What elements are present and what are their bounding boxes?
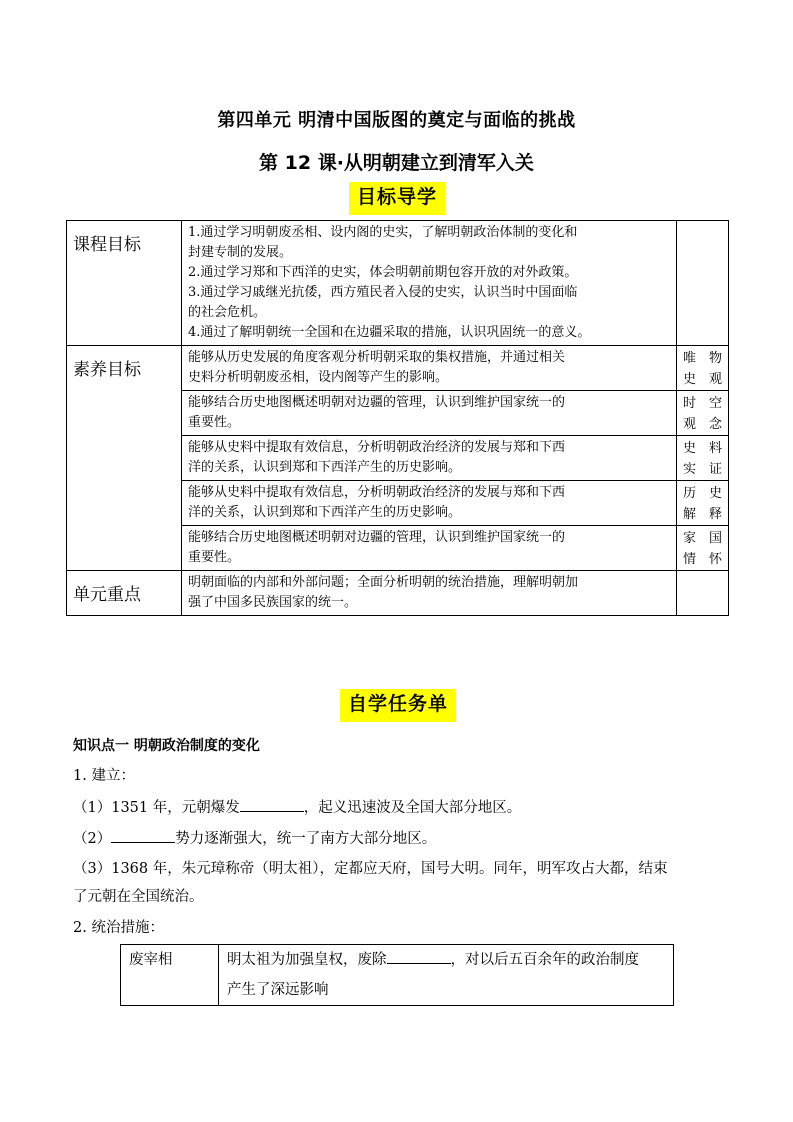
course-goals-label: 课程目标 [67, 221, 182, 346]
tag-line: 家 国 [683, 531, 722, 546]
literacy-text [182, 436, 677, 481]
tag-line: 观念 [683, 417, 722, 432]
item-1-before: （1）1351 年，元朝爆发 [73, 800, 240, 816]
literacy-tag [677, 391, 729, 436]
literacy-goals-label: 素养目标 [67, 346, 182, 571]
tag-line: 史 料 [683, 441, 722, 456]
text-line: 的社会危机。 [188, 305, 267, 320]
text-line: 史料分析明朝废丞相，设内阁等产生的影响。 [188, 370, 449, 385]
tag-line: 时 空 [683, 396, 722, 411]
item-2 [73, 828, 723, 849]
key-points-text [182, 571, 677, 616]
tag-line: 情怀 [683, 552, 722, 567]
lesson-title: 第 12 课·从明朝建立到清军入关 [259, 152, 534, 174]
item-1 [73, 797, 723, 818]
tag-line: 历 史 [683, 486, 722, 501]
text-line: 能够从历史发展的角度客观分析明朝采取的集权措施，并通过相关 [188, 350, 566, 365]
goals-table [66, 220, 729, 616]
item-3-line-2: 了元朝在全国统治。 [73, 889, 204, 905]
literacy-tag [677, 436, 729, 481]
literacy-tag [677, 346, 729, 391]
literacy-text [182, 481, 677, 526]
banner-goals: 目标导学 [349, 182, 445, 215]
fill-blank-1[interactable] [240, 797, 304, 812]
fill-blank-2[interactable] [111, 828, 175, 843]
text-line: 能够从史料中提取有效信息，分析明朝政治经济的发展与郑和下西 [188, 485, 566, 500]
course-goals-text [182, 221, 677, 346]
measures-table [120, 944, 674, 1006]
tag-line: 解释 [683, 507, 722, 522]
key-points-label: 单元重点 [67, 571, 182, 616]
literacy-tag [677, 481, 729, 526]
knowledge-point-title: 知识点一 明朝政治制度的变化 [73, 738, 260, 754]
item-3-line-1: （3）1368 年，朱元璋称帝（明太祖），定都应天府，国号大明。同年，明军攻占大都，结束 [73, 861, 668, 877]
fill-blank-3[interactable] [387, 949, 451, 964]
banner-tasks: 自学任务单 [340, 689, 456, 722]
text-line: 明朝面临的内部和外部问题；全面分析明朝的统治措施，理解明朝加 [188, 575, 579, 590]
literacy-text [182, 526, 677, 571]
measure-name: 废宰相 [121, 945, 219, 1006]
literacy-text [182, 346, 677, 391]
measure-text-before: 明太祖为加强皇权，废除 [227, 952, 387, 968]
text-line: 洋的关系，认识到郑和下西洋产生的历史影响。 [188, 460, 462, 475]
measure-text-after: ，对以后五百余年的政治制度 [450, 952, 639, 968]
text-line: 强了中国多民族国家的统一。 [188, 595, 358, 610]
text-line: 洋的关系，认识到郑和下西洋产生的历史影响。 [188, 505, 462, 520]
literacy-tag [677, 526, 729, 571]
text-line: 重要性。 [188, 550, 241, 565]
tag-line: 史观 [683, 372, 722, 387]
item-2-after: 势力逐渐强大，统一了南方大部分地区。 [175, 831, 437, 847]
text-line: 能够结合历史地图概述明朝对边疆的管理，认识到维护国家统一的 [188, 530, 566, 545]
section1-heading: 1. 建立： [73, 768, 135, 784]
tag-line: 实证 [683, 462, 722, 477]
literacy-row [67, 346, 729, 391]
measure-row [121, 945, 674, 1006]
course-goals-row [67, 221, 729, 346]
text-line: 能够从史料中提取有效信息，分析明朝政治经济的发展与郑和下西 [188, 440, 566, 455]
text-line: 封建专制的发展。 [188, 245, 293, 260]
literacy-text [182, 391, 677, 436]
text-line: 3.通过学习戚继光抗倭，西方殖民者入侵的史实，认识当时中国面临 [188, 285, 578, 300]
text-line: 4.通过了解明朝统一全国和在边疆采取的措施，认识巩固统一的意义。 [188, 325, 591, 340]
text-line: 能够结合历史地图概述明朝对边疆的管理，认识到维护国家统一的 [188, 395, 566, 410]
measure-text-line2: 产生了深远影响 [227, 982, 329, 998]
key-points-row [67, 571, 729, 616]
text-line: 重要性。 [188, 415, 241, 430]
empty-cell [677, 221, 729, 346]
text-line: 1.通过学习明朝废丞相、设内阁的史实，了解明朝政治体制的变化和 [188, 225, 578, 240]
measure-text [219, 945, 674, 1006]
unit-title: 第四单元 明清中国版图的奠定与面临的挑战 [217, 110, 576, 131]
section2-heading: 2. 统治措施： [73, 920, 164, 936]
empty-cell [677, 571, 729, 616]
item-2-before: （2） [73, 831, 112, 847]
item-1-after: ，起义迅速波及全国大部分地区。 [303, 800, 522, 816]
text-line: 2.通过学习郑和下西洋的史实，体会明朝前期包容开放的对外政策。 [188, 265, 578, 280]
tag-line: 唯 物 [683, 351, 722, 366]
